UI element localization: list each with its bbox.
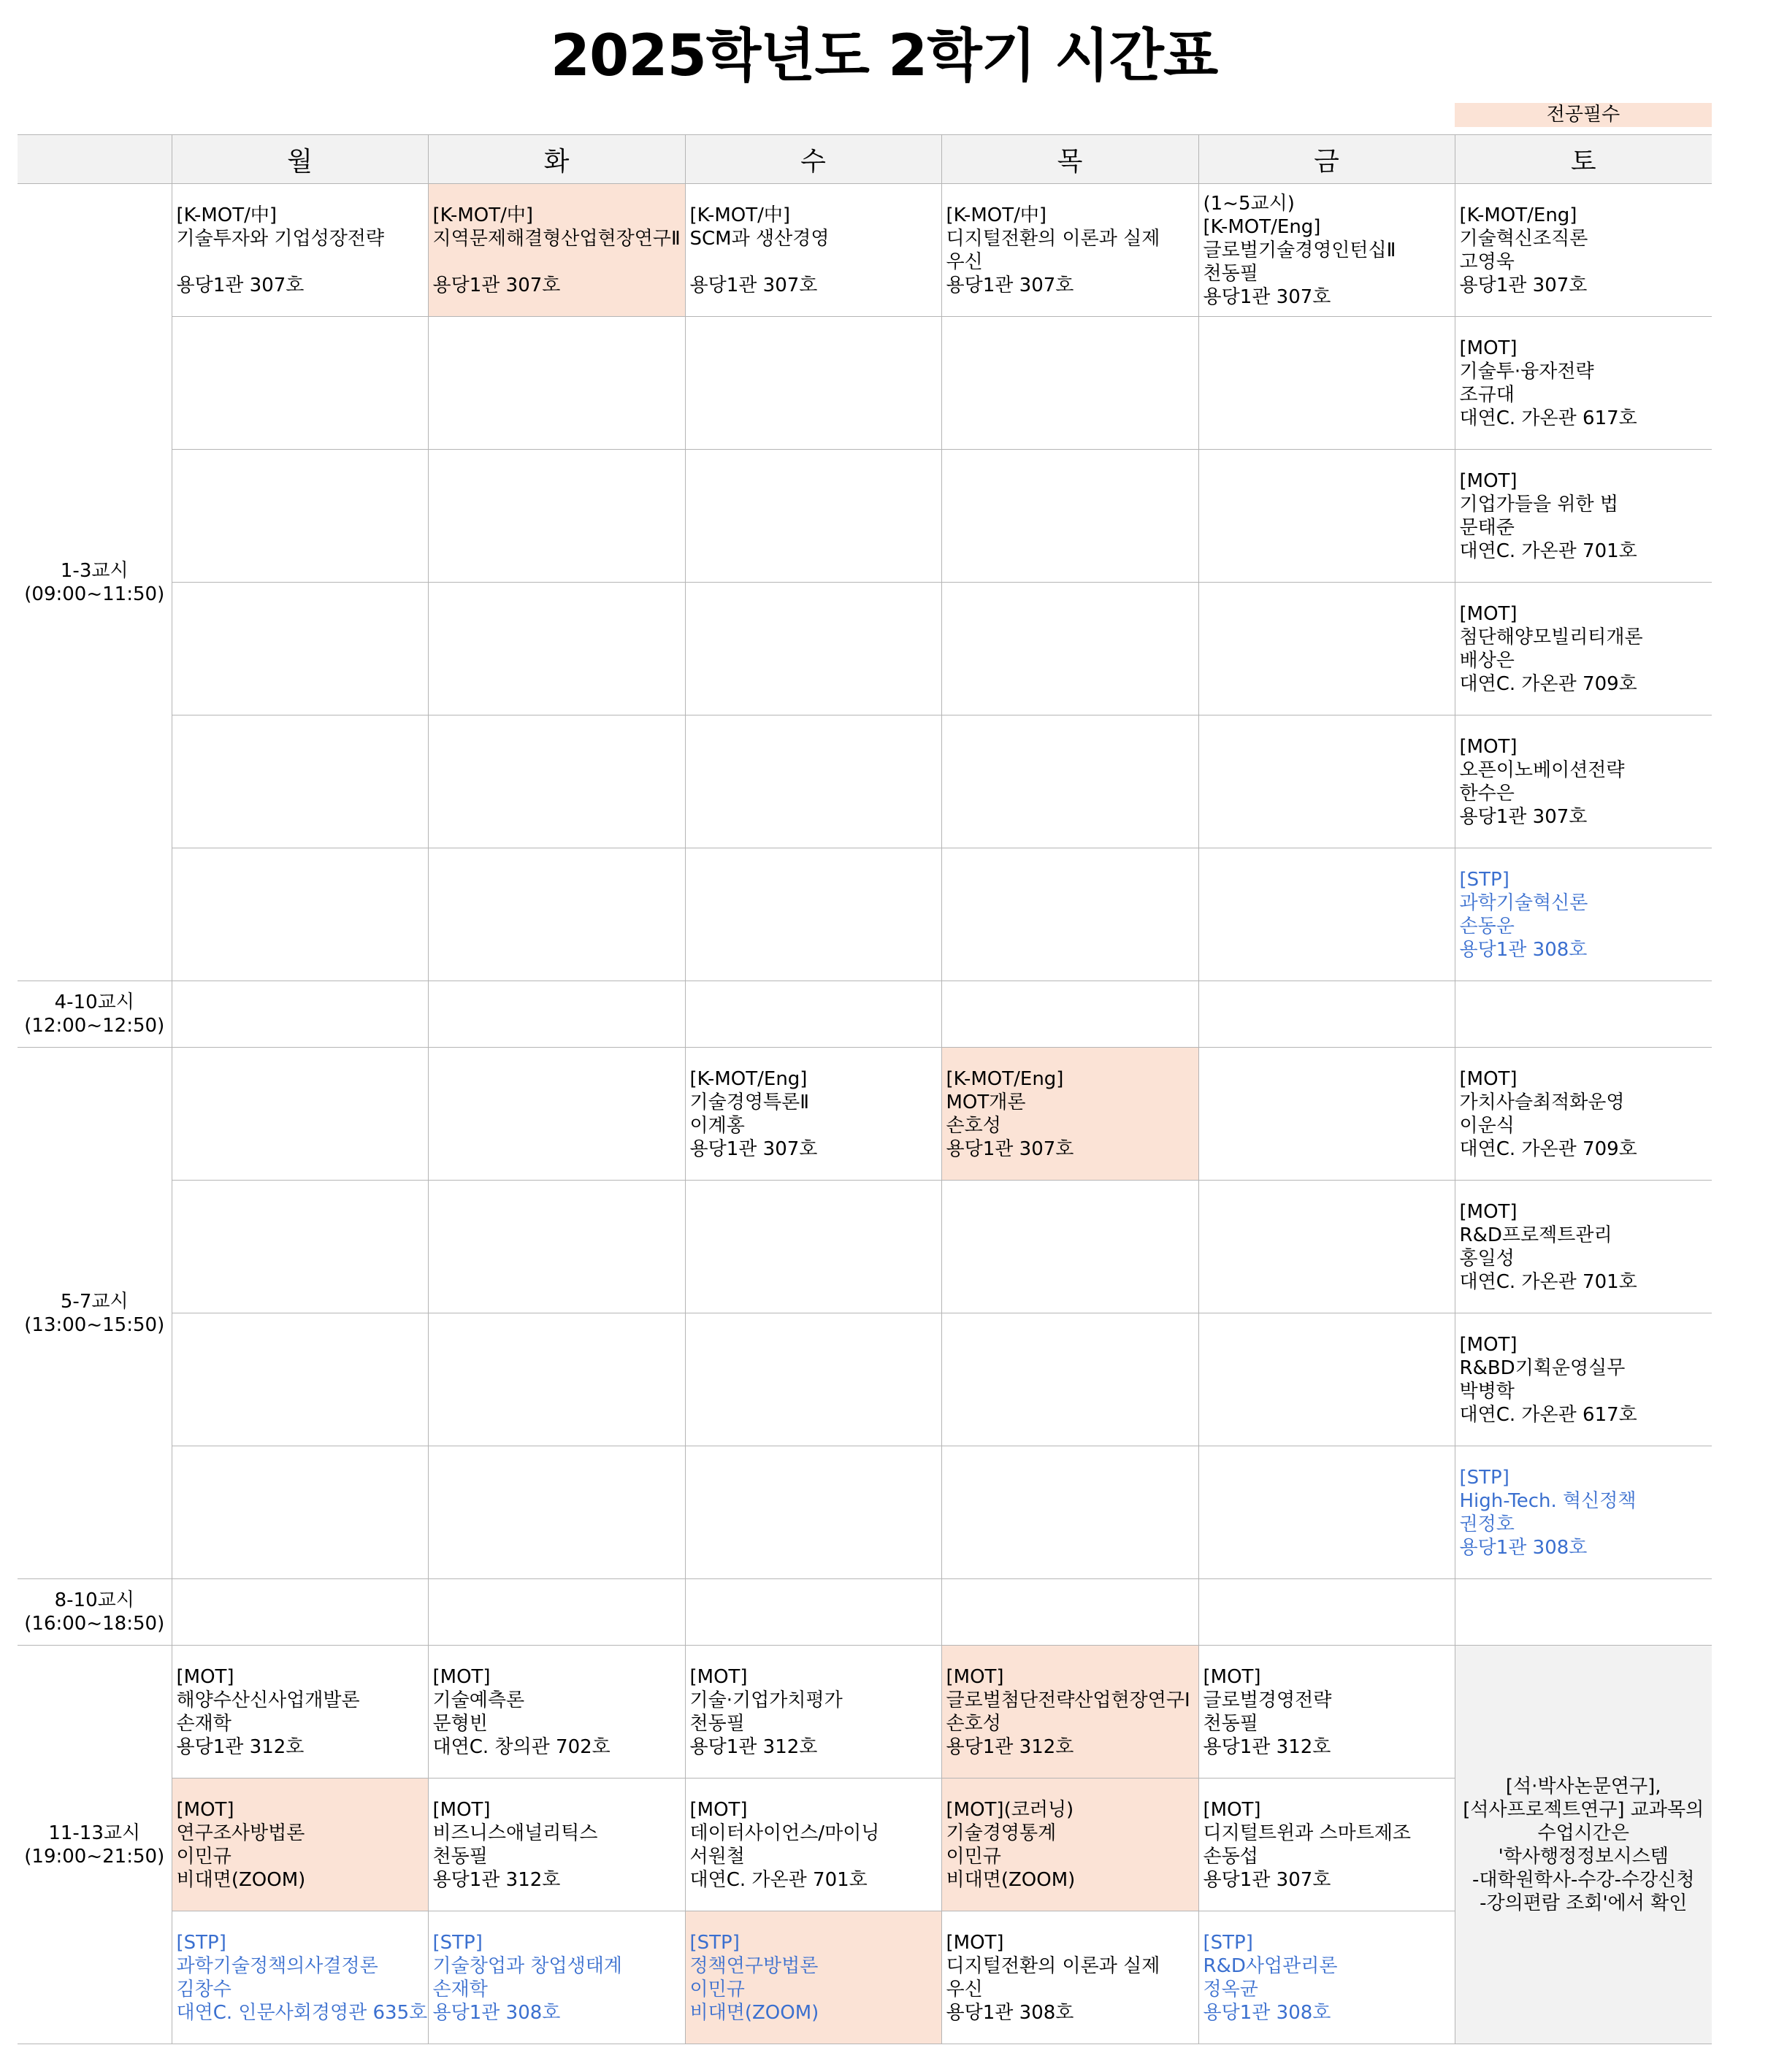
empty-cell <box>428 1446 685 1579</box>
course-cell: [MOT] R&BD기획운영실무 박병학 대연C. 가온관 617호 <box>1455 1313 1712 1446</box>
period-label-4-10: 4-10교시 (12:00~12:50) <box>18 981 172 1048</box>
empty-cell <box>172 450 428 583</box>
empty-cell <box>172 1579 428 1646</box>
empty-cell <box>428 848 685 981</box>
course-cell: [MOT] 첨단해양모빌리티개론 배상은 대연C. 가온관 709호 <box>1455 583 1712 715</box>
empty-cell <box>1198 317 1455 450</box>
empty-cell <box>1198 583 1455 715</box>
course-cell: [MOT] 해양수산신사업개발론 손재학 용당1관 312호 <box>172 1646 428 1779</box>
thesis-note: [석·박사논문연구], [석사프로젝트연구] 교과목의 수업시간은 '학사행정정보시스템 -대학원학사-수강-수강신청 -강의편람 조회'에서 확인 <box>1455 1646 1712 2044</box>
table-row <box>18 1048 1712 1181</box>
empty-cell <box>1455 1579 1712 1646</box>
period-label-1-3: 1-3교시 (09:00~11:50) <box>18 184 172 981</box>
empty-cell <box>428 583 685 715</box>
empty-cell <box>685 848 941 981</box>
course-cell: [K-MOT/Eng] MOT개론 손호성 용당1관 307호 <box>941 1048 1198 1181</box>
empty-cell <box>941 981 1198 1048</box>
table-row <box>18 450 1712 583</box>
day-header-tue: 화 <box>428 135 685 184</box>
empty-cell <box>172 1313 428 1446</box>
day-header-thu: 목 <box>941 135 1198 184</box>
empty-cell <box>941 317 1198 450</box>
header-corner <box>18 135 172 184</box>
table-row <box>18 1646 1712 1779</box>
empty-cell <box>941 715 1198 848</box>
empty-cell <box>1198 1446 1455 1579</box>
empty-cell <box>172 583 428 715</box>
empty-cell <box>685 981 941 1048</box>
empty-cell <box>428 1181 685 1313</box>
course-cell: [MOT] 기술투·융자전략 조규대 대연C. 가온관 617호 <box>1455 317 1712 450</box>
period-label-5-7: 5-7교시 (13:00~15:50) <box>18 1048 172 1579</box>
course-cell: [K-MOT/中] 기술투자와 기업성장전략 용당1관 307호 <box>172 184 428 317</box>
empty-cell <box>685 583 941 715</box>
course-cell: [STP] 기술창업과 창업생태계 손재학 용당1관 308호 <box>428 1911 685 2044</box>
empty-cell <box>428 317 685 450</box>
empty-cell <box>428 715 685 848</box>
course-cell: [STP] R&D사업관리론 정옥균 용당1관 308호 <box>1198 1911 1455 2044</box>
empty-cell <box>1198 981 1455 1048</box>
empty-cell <box>685 1313 941 1446</box>
table-row <box>18 1181 1712 1313</box>
empty-cell <box>941 1446 1198 1579</box>
empty-cell <box>428 981 685 1048</box>
course-cell: [MOT] 기업가들을 위한 법 문태준 대연C. 가온관 701호 <box>1455 450 1712 583</box>
course-cell: [MOT] 연구조사방법론 이민규 비대면(ZOOM) <box>172 1779 428 1911</box>
empty-cell <box>1455 981 1712 1048</box>
empty-cell <box>172 1181 428 1313</box>
empty-cell <box>428 1579 685 1646</box>
course-cell: [MOT] 기술예측론 문형빈 대연C. 창의관 702호 <box>428 1646 685 1779</box>
table-row <box>18 1579 1712 1646</box>
course-cell: [K-MOT/中] SCM과 생산경영 용당1관 307호 <box>685 184 941 317</box>
empty-cell <box>941 1313 1198 1446</box>
course-cell: [STP] 과학기술정책의사결정론 김창수 대연C. 인문사회경영관 635호 <box>172 1911 428 2044</box>
empty-cell <box>1198 1313 1455 1446</box>
day-header-wed: 수 <box>685 135 941 184</box>
course-cell: [K-MOT/Eng] 기술경영특론Ⅱ 이계홍 용당1관 307호 <box>685 1048 941 1181</box>
empty-cell <box>1198 1181 1455 1313</box>
period-label-8-10: 8-10교시 (16:00~18:50) <box>18 1579 172 1646</box>
empty-cell <box>685 1181 941 1313</box>
empty-cell <box>1198 1579 1455 1646</box>
period-label-11-13: 11-13교시 (19:00~21:50) <box>18 1646 172 2044</box>
table-row <box>18 317 1712 450</box>
empty-cell <box>685 1446 941 1579</box>
course-cell: [MOT] 글로벌경영전략 천동필 용당1관 312호 <box>1198 1646 1455 1779</box>
table-row <box>18 184 1712 317</box>
course-cell: [STP] High-Tech. 혁신정책 권정호 용당1관 308호 <box>1455 1446 1712 1579</box>
course-cell: [MOT] R&D프로젝트관리 홍일성 대연C. 가온관 701호 <box>1455 1181 1712 1313</box>
empty-cell <box>172 1048 428 1181</box>
table-row <box>18 981 1712 1048</box>
empty-cell <box>428 1313 685 1446</box>
table-row <box>18 848 1712 981</box>
course-cell: [MOT] 데이터사이언스/마이닝 서원철 대연C. 가온관 701호 <box>685 1779 941 1911</box>
course-cell: [MOT] 오픈이노베이션전략 한수은 용당1관 307호 <box>1455 715 1712 848</box>
empty-cell <box>1198 848 1455 981</box>
empty-cell <box>172 715 428 848</box>
course-cell: (1~5교시) [K-MOT/Eng] 글로벌기술경영인턴십Ⅱ 천동필 용당1관 307호 <box>1198 184 1455 317</box>
empty-cell <box>428 450 685 583</box>
day-header-fri: 금 <box>1198 135 1455 184</box>
course-cell: [K-MOT/中] 지역문제해결형산업현장연구Ⅱ 용당1관 307호 <box>428 184 685 317</box>
course-cell: [STP] 정책연구방법론 이민규 비대면(ZOOM) <box>685 1911 941 2044</box>
course-cell: [K-MOT/中] 디지털전환의 이론과 실제 우신 용당1관 307호 <box>941 184 1198 317</box>
empty-cell <box>941 1181 1198 1313</box>
table-row <box>18 1313 1712 1446</box>
timetable <box>18 134 1712 2044</box>
empty-cell <box>685 317 941 450</box>
empty-cell <box>685 450 941 583</box>
page-title: 2025학년도 2학기 시간표 <box>550 23 1218 89</box>
legend-major-required: 전공필수 <box>1455 103 1712 127</box>
course-cell: [MOT] 디지털트윈과 스마트제조 손동섭 용당1관 307호 <box>1198 1779 1455 1911</box>
empty-cell <box>941 450 1198 583</box>
empty-cell <box>1198 1048 1455 1181</box>
day-header-mon: 월 <box>172 135 428 184</box>
empty-cell <box>172 981 428 1048</box>
empty-cell <box>941 848 1198 981</box>
empty-cell <box>685 715 941 848</box>
empty-cell <box>685 1579 941 1646</box>
course-cell: [MOT](코러닝) 기술경영통계 이민규 비대면(ZOOM) <box>941 1779 1198 1911</box>
course-cell: [MOT] 디지털전환의 이론과 실제 우신 용당1관 308호 <box>941 1911 1198 2044</box>
empty-cell <box>172 317 428 450</box>
table-row <box>18 1446 1712 1579</box>
course-cell: [STP] 과학기술혁신론 손동운 용당1관 308호 <box>1455 848 1712 981</box>
table-row <box>18 715 1712 848</box>
empty-cell <box>1198 450 1455 583</box>
course-cell: [MOT] 비즈니스애널리틱스 천동필 용당1관 312호 <box>428 1779 685 1911</box>
course-cell: [MOT] 가치사슬최적화운영 이운식 대연C. 가온관 709호 <box>1455 1048 1712 1181</box>
table-row <box>18 583 1712 715</box>
course-cell: [MOT] 기술·기업가치평가 천동필 용당1관 312호 <box>685 1646 941 1779</box>
empty-cell <box>428 1048 685 1181</box>
empty-cell <box>1198 715 1455 848</box>
header-row <box>18 135 1712 184</box>
course-cell: [K-MOT/Eng] 기술혁신조직론 고영욱 용당1관 307호 <box>1455 184 1712 317</box>
day-header-sat: 토 <box>1455 135 1712 184</box>
empty-cell <box>172 1446 428 1579</box>
empty-cell <box>941 583 1198 715</box>
course-cell: [MOT] 글로벌첨단전략산업현장연구Ⅰ 손호성 용당1관 312호 <box>941 1646 1198 1779</box>
empty-cell <box>172 848 428 981</box>
empty-cell <box>941 1579 1198 1646</box>
